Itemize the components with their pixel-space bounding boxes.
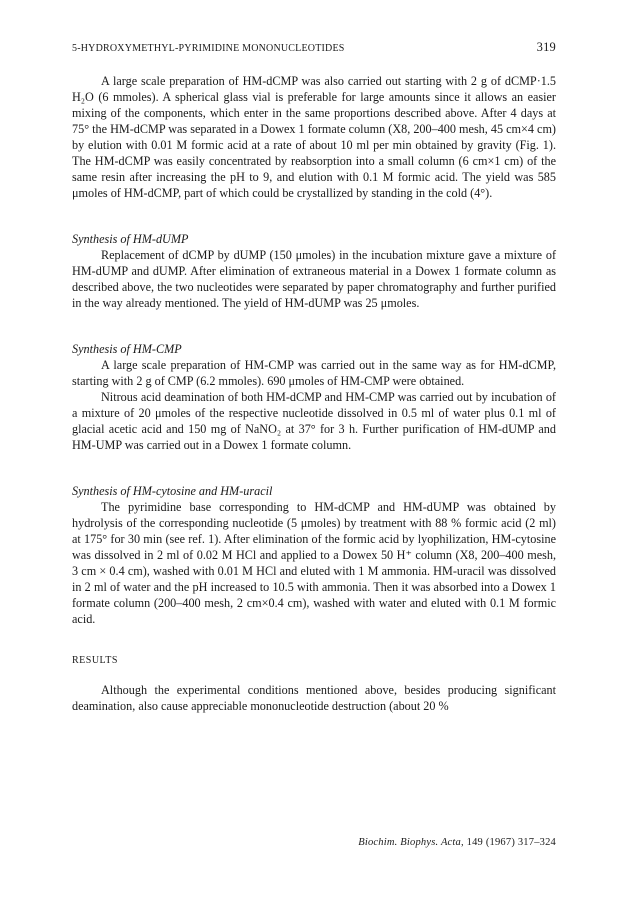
- results-paragraph: Although the experimental conditions mentioned above, besides producing significant deamination, also cause appreciable mononucleotide destruction (about 20 %: [72, 683, 556, 713]
- section-hm-dump: [72, 231, 556, 311]
- section-hm-cmp: [72, 341, 556, 453]
- section-title-hm-dump: Synthesis of HM-dUMP: [72, 232, 189, 246]
- intro-paragraph: A large scale preparation of HM-dCMP was also carried out starting with 2 g of dCMP·1.5 H₂O (6 mmoles). A spherical glass vial is preferable for large amounts since it allows an easier mixing of the components, which enter in the same proportions described above. After 4 days at 75° the HM-dCMP was separated in a Dowex 1 formate column (X8, 200–400 mesh, 45 cm×4 cm) by elution with 0.01 M formic acid at a rate of about 10 ml per min obtained by gravity (Fig. 1). The HM-dCMP was easily concentrated by reabsorption into a small column (6 cm×1 cm) of the same resin after increasing the pH to 9, and elution with 0.1 M formic acid. The yield was 585 μmoles of HM-dCMP, part of which could be crystallized by standing in the cold (4°).: [72, 74, 556, 200]
- results-heading: RESULTS: [72, 655, 118, 666]
- section-hm-bases: [72, 483, 556, 627]
- journal-page: [72, 40, 556, 848]
- journal-citation: 149 (1967) 317–324: [466, 837, 556, 848]
- section-body-hm-dump: Replacement of dCMP by dUMP (150 μmoles) in the incubation mixture gave a mixture of HM-dUMP and dUMP. After elimination of extraneous material in a Dowex 1 formate column as described above, the two nucleotides were separated by paper chromatography and further purified in the way already mentioned. The yield of HM-dUMP was 25 μmoles.: [72, 248, 556, 310]
- section-body-hm-cmp-2: Nitrous acid deamination of both HM-dCMP and HM-CMP was carried out by incubation of a mixture of 20 μmoles of the respective nucleotide dissolved in 0.5 ml of water plus 0.1 ml of glacial acetic acid and 150 mg of NaNO₂ at 37° for 3 h. Further purification of HM-dUMP and HM-UMP was carried out in a Dowex 1 formate column.: [72, 390, 556, 452]
- section-body-hm-bases: The pyrimidine base corresponding to HM-dCMP and HM-dUMP was obtained by hydrolysis of the corresponding nucleotide (5 μmoles) by treatment with 88 % formic acid (2 ml) at 175° for 30 min (see ref. 1). After elimination of the formic acid by lyophilization, HM-cytosine was dissolved in 2 ml of 0.02 M HCl and applied to a Dowex 50 H⁺ column (X8, 200–400 mesh, 3 cm × 0.4 cm), washed with 0.01 M HCl and eluted with 1 M ammonia. HM-uracil was dissolved in 2 ml of water and the pH increased to 10.5 with ammonia. Then it was absorbed into a Dowex 1 formate column (200–400 mesh, 2 cm×0.4 cm), washed with water and eluted with 0.1 M formic acid.: [72, 500, 556, 626]
- section-title-hm-bases: Synthesis of HM-cytosine and HM-uracil: [72, 484, 273, 498]
- page-number: 319: [536, 40, 556, 54]
- section-title-hm-cmp: Synthesis of HM-CMP: [72, 342, 182, 356]
- section-body-hm-cmp-1: A large scale preparation of HM-CMP was carried out in the same way as for HM-dCMP, starting with 2 g of CMP (6.2 mmoles). 690 μmoles of HM-CMP were obtained.: [72, 358, 556, 388]
- running-title: 5-HYDROXYMETHYL-PYRIMIDINE MONONUCLEOTIDES: [72, 43, 345, 54]
- journal-name: Biochim. Biophys. Acta,: [358, 837, 464, 848]
- running-head: [72, 40, 556, 55]
- citation-footer: [358, 837, 556, 848]
